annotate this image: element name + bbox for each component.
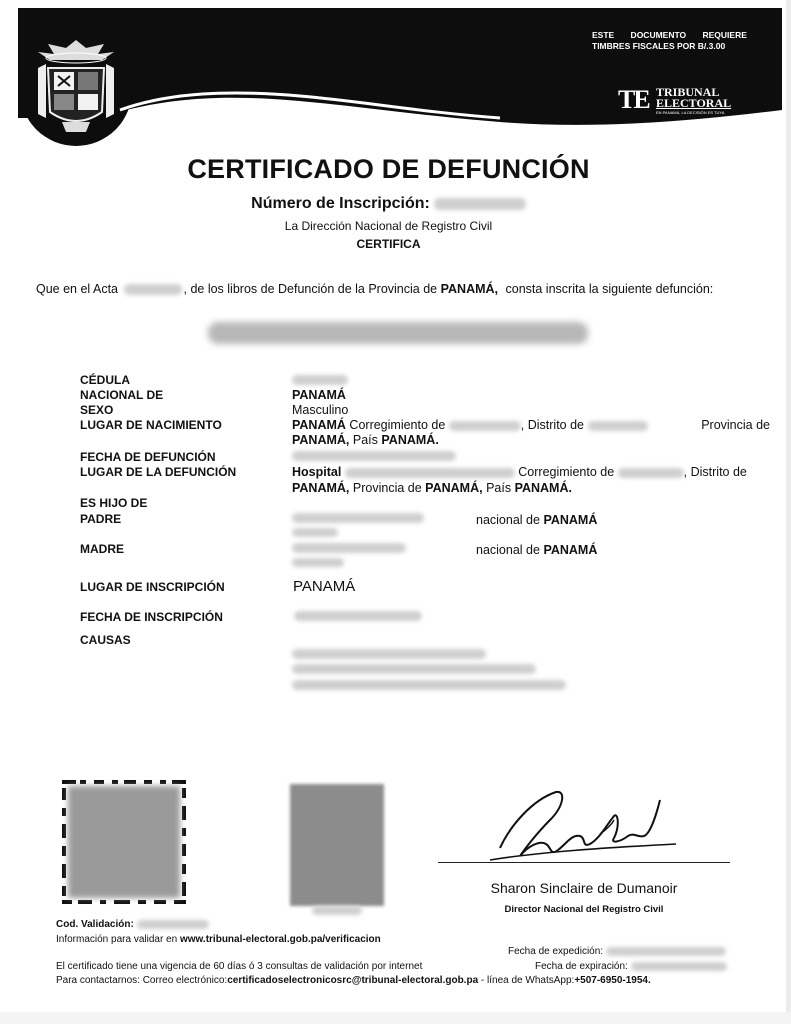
nac-province: PANAMÁ <box>292 418 346 432</box>
redacted-causa-1 <box>292 649 486 659</box>
redacted-fecha-defuncion <box>292 451 456 461</box>
logo-line2: ELECTORAL <box>656 96 732 110</box>
intro-sentence <box>36 282 756 296</box>
redacted-hospital-name <box>345 468 515 478</box>
redacted-barcode <box>290 784 384 906</box>
nac-distrito-label: , Distrito de <box>520 418 585 432</box>
redacted-nac-corregimiento <box>449 421 521 431</box>
padre-nacional-label: nacional de <box>476 513 540 527</box>
validation-qr-code <box>60 778 188 906</box>
contact-prefix: Para contactarnos: Correo electrónico: <box>56 975 228 986</box>
madre-label: MADRE <box>80 542 124 556</box>
intro-part1: Que en el Acta <box>36 282 119 296</box>
document-title: CERTIFICADO DE DEFUNCIÓN <box>187 154 590 184</box>
authority-line: La Dirección Nacional de Registro Civil <box>284 219 493 233</box>
signatory-name: Sharon Sinclaire de Dumanoir <box>490 880 678 896</box>
lugar-nacimiento-line1 <box>292 417 770 433</box>
def-province2: PANAMÁ, <box>425 481 483 495</box>
nacional-label: NACIONAL DE <box>80 388 164 402</box>
def-pais-label: País <box>486 481 512 495</box>
redacted-madre-name <box>292 543 406 553</box>
fecha-expedicion-label: Fecha de expedición: <box>508 946 604 957</box>
redacted-causa-3 <box>292 680 566 690</box>
fecha-expiracion-line <box>535 961 727 972</box>
redacted-padre-name <box>292 513 424 523</box>
padre-label: PADRE <box>80 512 122 526</box>
fecha-expiracion-label: Fecha de expiración: <box>535 961 628 972</box>
redacted-fecha-inscripcion <box>294 611 422 621</box>
validation-code-line <box>56 919 209 930</box>
coat-of-arms-icon <box>28 34 124 138</box>
cedula-label: CÉDULA <box>80 373 130 387</box>
logo-wordmark <box>656 87 731 109</box>
lugar-defuncion-line2 <box>292 480 572 496</box>
lugar-defuncion-line1 <box>292 464 770 480</box>
redacted-barcode-number <box>312 906 362 915</box>
padre-nacionalidad <box>476 512 597 528</box>
validation-code-label: Cod. Validación: <box>56 919 134 930</box>
redacted-madre-name-2 <box>292 558 344 567</box>
logo-line1: TRIBUNAL <box>656 85 720 99</box>
lugar-defuncion-label: LUGAR DE LA DEFUNCIÓN <box>80 465 237 479</box>
def-distrito-label: , Distrito de <box>683 465 747 479</box>
vigencia-note: El certificado tiene una vigencia de 60 días ó 3 consultas de validación por internet <box>56 961 423 972</box>
contact-line <box>56 975 651 986</box>
lugar-nacimiento-label: LUGAR DE NACIMIENTO <box>80 418 222 432</box>
redacted-causa-2 <box>292 664 536 674</box>
def-provincia-label: Provincia de <box>352 481 422 495</box>
scan-edge-bottom <box>0 1012 791 1024</box>
nac-pais-value: PANAMÁ. <box>381 433 439 447</box>
madre-nacional-label: nacional de <box>476 543 540 557</box>
contact-whatsapp-label: - línea de WhatsApp: <box>478 975 575 986</box>
redacted-def-corregimiento <box>618 468 684 478</box>
inscription-number-line <box>0 195 777 213</box>
handwritten-signature <box>480 786 680 870</box>
intro-province: PANAMÁ, <box>440 282 499 296</box>
inscription-label: Número de Inscripción: <box>251 195 430 212</box>
fecha-defuncion-label: FECHA DE DEFUNCIÓN <box>80 450 216 464</box>
contact-whatsapp-number[interactable]: +507-6950-1954. <box>574 975 651 986</box>
redacted-inscription-number <box>434 198 526 210</box>
redacted-nac-distrito <box>588 421 648 431</box>
validation-info-line <box>56 934 381 945</box>
nac-pais-label: País <box>352 433 378 447</box>
fiscal-note-line1: ESTE DOCUMENTO REQUIERE <box>592 30 747 40</box>
sexo-value: Masculino <box>292 403 349 417</box>
redacted-fecha-expiracion <box>631 962 727 971</box>
madre-nacionalidad <box>476 542 597 558</box>
fiscal-stamp-note <box>592 30 760 52</box>
fecha-expedicion-line <box>508 946 726 957</box>
tribunal-electoral-logo <box>618 86 758 116</box>
es-hijo-label: ES HIJO DE <box>80 496 148 510</box>
signature-line <box>438 862 730 863</box>
logo-tagline: EN PANAMÁ, LA DECISIÓN ES TUYA <box>656 110 725 115</box>
padre-nacional-value: PANAMÁ <box>543 513 598 527</box>
causas-label: CAUSAS <box>80 633 131 647</box>
intro-part3: consta inscrita la siguiente defunción: <box>505 282 714 296</box>
lugar-inscripcion-value: PANAMÁ <box>293 578 356 595</box>
nac-corregimiento-label: Corregimiento de <box>349 418 446 432</box>
lugar-inscripcion-label: LUGAR DE INSCRIPCIÓN <box>80 580 225 594</box>
signatory-title: Director Nacional del Registro Civil <box>504 904 664 915</box>
sexo-label: SEXO <box>80 403 114 417</box>
intro-part2: , de los libros de Defunción de la Provincia de <box>183 282 438 296</box>
redacted-deceased-name <box>208 322 588 344</box>
nac-provincia-label: Provincia de <box>701 418 770 432</box>
def-province: PANAMÁ, <box>292 481 350 495</box>
fiscal-note-line2: TIMBRES FISCALES POR B/.3.00 <box>592 41 726 51</box>
def-hospital-label: Hospital <box>292 465 342 479</box>
redacted-validation-code <box>137 920 209 929</box>
nac-line2-province: PANAMÁ, <box>292 433 350 447</box>
redacted-cedula <box>292 375 348 385</box>
madre-nacional-value: PANAMÁ <box>543 543 598 557</box>
validation-info-prefix: Información para validar en <box>56 934 178 945</box>
redacted-padre-name-2 <box>292 528 338 537</box>
fecha-inscripcion-label: FECHA DE INSCRIPCIÓN <box>80 610 223 624</box>
nacional-value: PANAMÁ <box>292 388 346 402</box>
redacted-acta-number <box>124 284 182 295</box>
def-pais-value: PANAMÁ. <box>514 481 572 495</box>
contact-email-link[interactable]: certificadoselectronicosrc@tribunal-electoral.gob.pa <box>227 975 479 986</box>
lugar-nacimiento-line2 <box>292 432 439 448</box>
def-corregimiento-label: Corregimiento de <box>518 465 615 479</box>
redacted-fecha-expedicion <box>606 947 726 956</box>
logo-initials: TE <box>618 85 649 114</box>
certifica-heading: CERTIFICA <box>356 237 421 251</box>
validation-url-link[interactable]: www.tribunal-electoral.gob.pa/verificacion <box>179 934 381 945</box>
